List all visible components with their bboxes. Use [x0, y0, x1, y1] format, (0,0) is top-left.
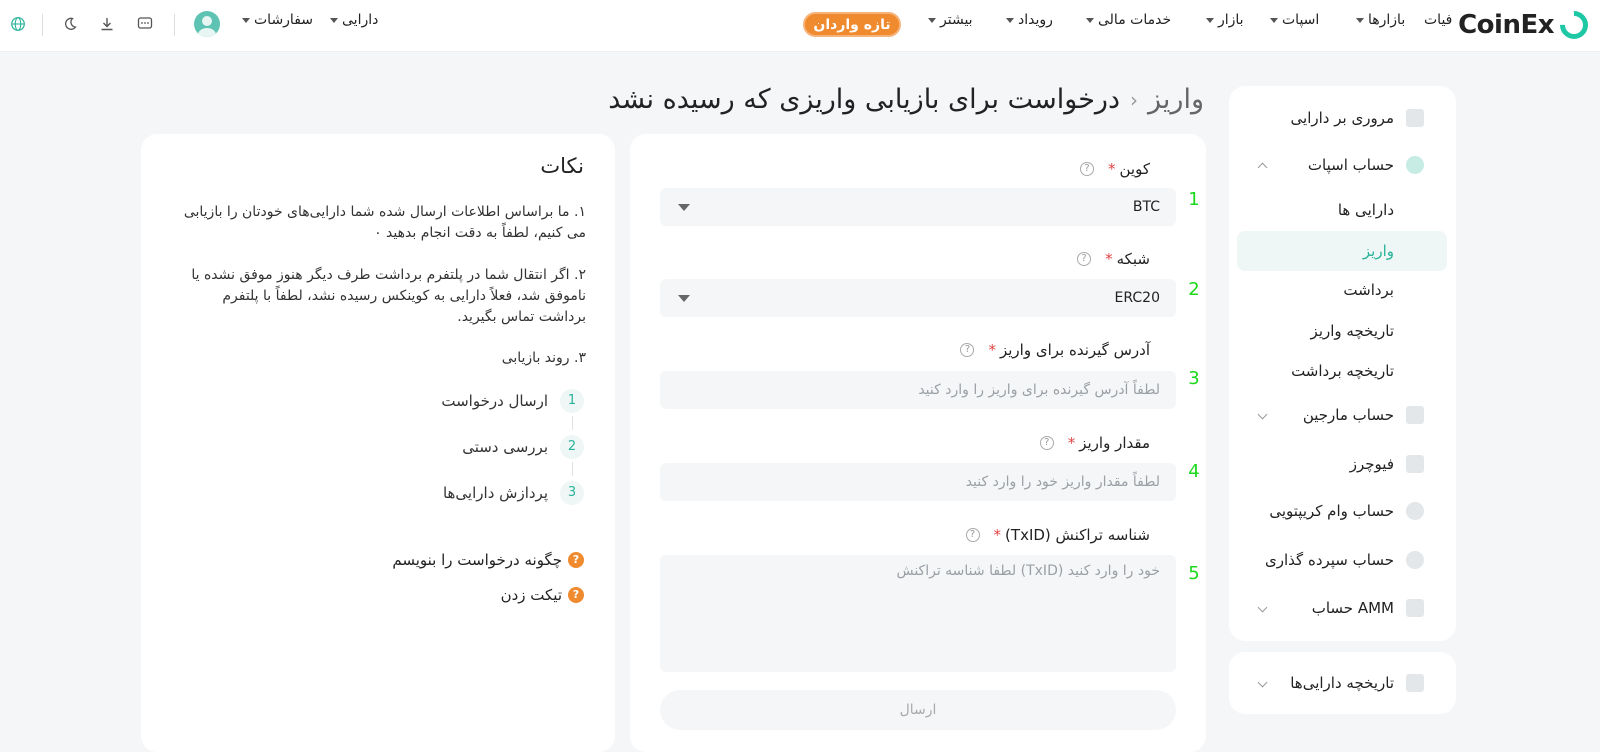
submit-button[interactable]: ارسال — [660, 690, 1176, 730]
margin-icon — [1406, 406, 1424, 424]
step-connector — [572, 462, 573, 476]
sidebar-item-withdraw[interactable] — [1229, 270, 1456, 310]
txid-label-text: شناسه تراکنش (TxID) — [1005, 526, 1150, 544]
amm-icon — [1406, 599, 1424, 617]
nav-orders[interactable] — [242, 12, 313, 28]
chevron-down-icon — [1258, 410, 1268, 420]
sidebar-item-label: واریز — [1362, 242, 1394, 260]
sidebar-item-label: حساب سپرده گذاری — [1265, 551, 1394, 569]
nav-spot[interactable] — [1270, 12, 1319, 28]
nav-markets-label: بازارها — [1368, 12, 1406, 28]
sidebar-item-label: تاریخچه برداشت — [1291, 362, 1394, 380]
help-circle-icon[interactable]: ? — [1080, 162, 1094, 176]
txid-textarea[interactable]: لطفا شناسه تراکنش (TxID) خود را وارد کنید — [660, 555, 1176, 672]
chevron-down-icon — [1258, 603, 1268, 613]
dropdown-arrow-icon — [678, 295, 690, 302]
required-mark: * — [1067, 434, 1076, 452]
top-navigation — [0, 0, 1600, 52]
breadcrumb-parent[interactable]: واریز — [1148, 84, 1204, 115]
question-icon: ? — [568, 587, 584, 603]
download-icon[interactable] — [97, 14, 117, 34]
newcomer-button[interactable]: تازه واردان — [803, 12, 901, 37]
step-label: پردازش دارایی‌ها — [442, 484, 548, 502]
coinex-logo[interactable] — [1458, 10, 1588, 40]
nav-assets[interactable] — [330, 12, 378, 28]
nav-more[interactable] — [928, 12, 973, 28]
sidebar-item-label: مروری بر دارایی — [1290, 109, 1394, 127]
network-label-text: شبکه — [1116, 250, 1150, 268]
message-icon[interactable] — [135, 14, 155, 34]
help-link-label: تیکت زدن — [500, 586, 562, 604]
chevron-down-icon — [928, 18, 936, 23]
address-label-text: آدرس گیرنده برای واریز — [999, 341, 1150, 359]
sidebar-item-deposit-history[interactable] — [1229, 311, 1456, 351]
avatar[interactable] — [194, 11, 220, 37]
savings-icon — [1406, 551, 1424, 569]
chevron-down-icon — [330, 18, 338, 23]
help-circle-icon[interactable]: ? — [966, 528, 980, 542]
sidebar-item-label: حساب مارجین — [1302, 406, 1394, 424]
sidebar-item-asset-history[interactable] — [1229, 663, 1456, 703]
nav-market-label: بازار — [1218, 12, 1244, 28]
step-number-2: 2 — [1188, 279, 1200, 300]
sidebar-item-amm-account[interactable] — [1229, 588, 1456, 628]
help-how-to-write-link[interactable] — [392, 551, 584, 569]
nav-markets[interactable] — [1356, 12, 1405, 28]
required-mark: * — [1105, 250, 1113, 268]
chevron-down-icon — [242, 18, 250, 23]
futures-icon — [1406, 455, 1424, 473]
page-title: درخواست برای بازیابی واریزی که رسیده نشد — [608, 84, 1120, 115]
breadcrumb-separator: ‹ — [1130, 87, 1138, 112]
language-globe-icon[interactable] — [8, 14, 28, 34]
tip-paragraph-2: ۲. اگر انتقال شما در پلتفرم برداشت طرف دیگر هنوز موفق نشده یا ناموفق شد، فعلاً دارایی به کوینکس رسیده نشد، لطفاً با پلتفرم برداشت تماس بگیرید. — [191, 267, 586, 325]
step-label: ارسال درخواست — [441, 392, 548, 410]
chevron-down-icon — [1270, 18, 1278, 23]
sidebar-item-crypto-loan[interactable] — [1229, 491, 1456, 531]
step-circle: 2 — [560, 435, 584, 459]
nav-financial-services[interactable] — [1086, 12, 1171, 28]
required-mark: * — [988, 341, 996, 359]
submit-ticket-link[interactable] — [501, 586, 584, 604]
address-label — [960, 341, 1150, 359]
sidebar-item-deposit-account[interactable] — [1229, 540, 1456, 580]
sidebar-item-label: تاریخچه دارایی‌ها — [1290, 674, 1394, 692]
recovery-step-3 — [443, 481, 584, 505]
nav-event-label: رویداد — [1018, 12, 1053, 28]
dropdown-arrow-icon — [678, 204, 690, 211]
amount-label-text: مقدار واریز — [1079, 434, 1150, 452]
coin-select-value: BTC — [1132, 199, 1160, 215]
nav-fiat[interactable] — [1424, 12, 1452, 28]
step-circle: 1 — [560, 389, 584, 413]
chevron-down-icon — [1206, 18, 1214, 23]
sidebar-item-label: حساب AMM — [1311, 599, 1394, 617]
sidebar-item-futures[interactable] — [1229, 444, 1456, 484]
help-link-label: چگونه درخواست را بنویسم — [392, 551, 562, 569]
network-label — [1077, 250, 1150, 268]
sidebar-item-label: برداشت — [1343, 281, 1394, 299]
step-number-4: 4 — [1188, 461, 1200, 482]
sidebar-item-deposit[interactable] — [1229, 231, 1456, 271]
logo-mark-icon — [1554, 5, 1594, 45]
step-label: بررسی دستی — [462, 438, 548, 456]
sidebar-item-label: حساب وام کریپتویی — [1269, 502, 1394, 520]
amount-label — [1040, 434, 1150, 452]
nav-fiat-label: فیات — [1424, 12, 1453, 28]
step-connector — [572, 416, 573, 430]
nav-market[interactable] — [1206, 12, 1244, 28]
network-select[interactable] — [660, 279, 1176, 317]
sidebar-item-label: تاریخچه واریز — [1310, 322, 1394, 340]
sidebar-item-label: دارایی ها — [1337, 201, 1394, 219]
help-circle-icon[interactable]: ? — [1077, 252, 1091, 266]
help-circle-icon[interactable]: ? — [1040, 436, 1054, 450]
tip-paragraph-3: ۳. روند بازیابی — [501, 350, 586, 366]
chevron-down-icon — [1006, 18, 1014, 23]
recovery-step-2 — [462, 435, 584, 459]
recovery-step-1 — [441, 389, 584, 413]
nav-event[interactable] — [1006, 12, 1053, 28]
divider — [42, 14, 43, 36]
loan-icon — [1406, 502, 1424, 520]
nav-spot-label: اسپات — [1282, 12, 1320, 28]
chevron-up-icon — [1258, 163, 1268, 173]
tip-paragraph-1: ۱. ما براساس اطلاعات ارسال شده شما دارایی‌های خودتان را بازیابی می کنیم، لطفاً به دقت انجام بدهید ۰ — [183, 204, 586, 241]
amount-input[interactable]: لطفاً مقدار واریز خود را وارد کنید — [660, 463, 1176, 501]
help-circle-icon[interactable]: ? — [960, 343, 974, 357]
logo-text: CoinEx — [1458, 10, 1554, 40]
step-number-5: 5 — [1188, 563, 1200, 584]
address-input[interactable]: لطفاً آدرس گیرنده برای واریز را وارد کنید — [660, 371, 1176, 409]
sidebar-item-overview[interactable] — [1229, 98, 1456, 138]
spot-coin-icon — [1406, 156, 1424, 174]
sidebar-item-label: حساب اسپات — [1307, 156, 1394, 174]
required-mark: * — [1108, 160, 1116, 178]
chevron-down-icon — [1356, 18, 1364, 23]
sidebar-item-label: فیوچرز — [1349, 455, 1394, 473]
nav-orders-label: سفارشات — [254, 12, 314, 28]
chart-icon — [1406, 109, 1424, 127]
sidebar-item-withdraw-history[interactable] — [1229, 351, 1456, 391]
chevron-down-icon — [1086, 18, 1094, 23]
nav-more-label: بیشتر — [940, 12, 973, 28]
txid-label — [966, 526, 1150, 544]
coin-label — [1080, 160, 1150, 178]
coin-label-text: کوین — [1119, 160, 1150, 178]
network-select-value: ERC20 — [1114, 290, 1160, 306]
sidebar-item-spot-account[interactable] — [1229, 145, 1456, 185]
step-number-1: 1 — [1188, 189, 1200, 210]
question-icon: ? — [568, 552, 584, 568]
step-number-3: 3 — [1188, 368, 1200, 389]
sidebar-item-margin-account[interactable] — [1229, 395, 1456, 435]
breadcrumb — [608, 84, 1204, 115]
sidebar-item-assets[interactable] — [1229, 190, 1456, 230]
required-mark: * — [993, 526, 1002, 544]
step-circle: 3 — [560, 481, 584, 505]
history-icon — [1406, 674, 1424, 692]
nav-financial-label: خدمات مالی — [1098, 12, 1172, 28]
tips-title: نکات — [540, 154, 584, 178]
dark-mode-icon[interactable] — [60, 14, 80, 34]
chevron-down-icon — [1258, 678, 1268, 688]
divider — [174, 14, 175, 36]
nav-assets-label: دارایی — [342, 12, 379, 28]
coin-select[interactable] — [660, 188, 1176, 226]
